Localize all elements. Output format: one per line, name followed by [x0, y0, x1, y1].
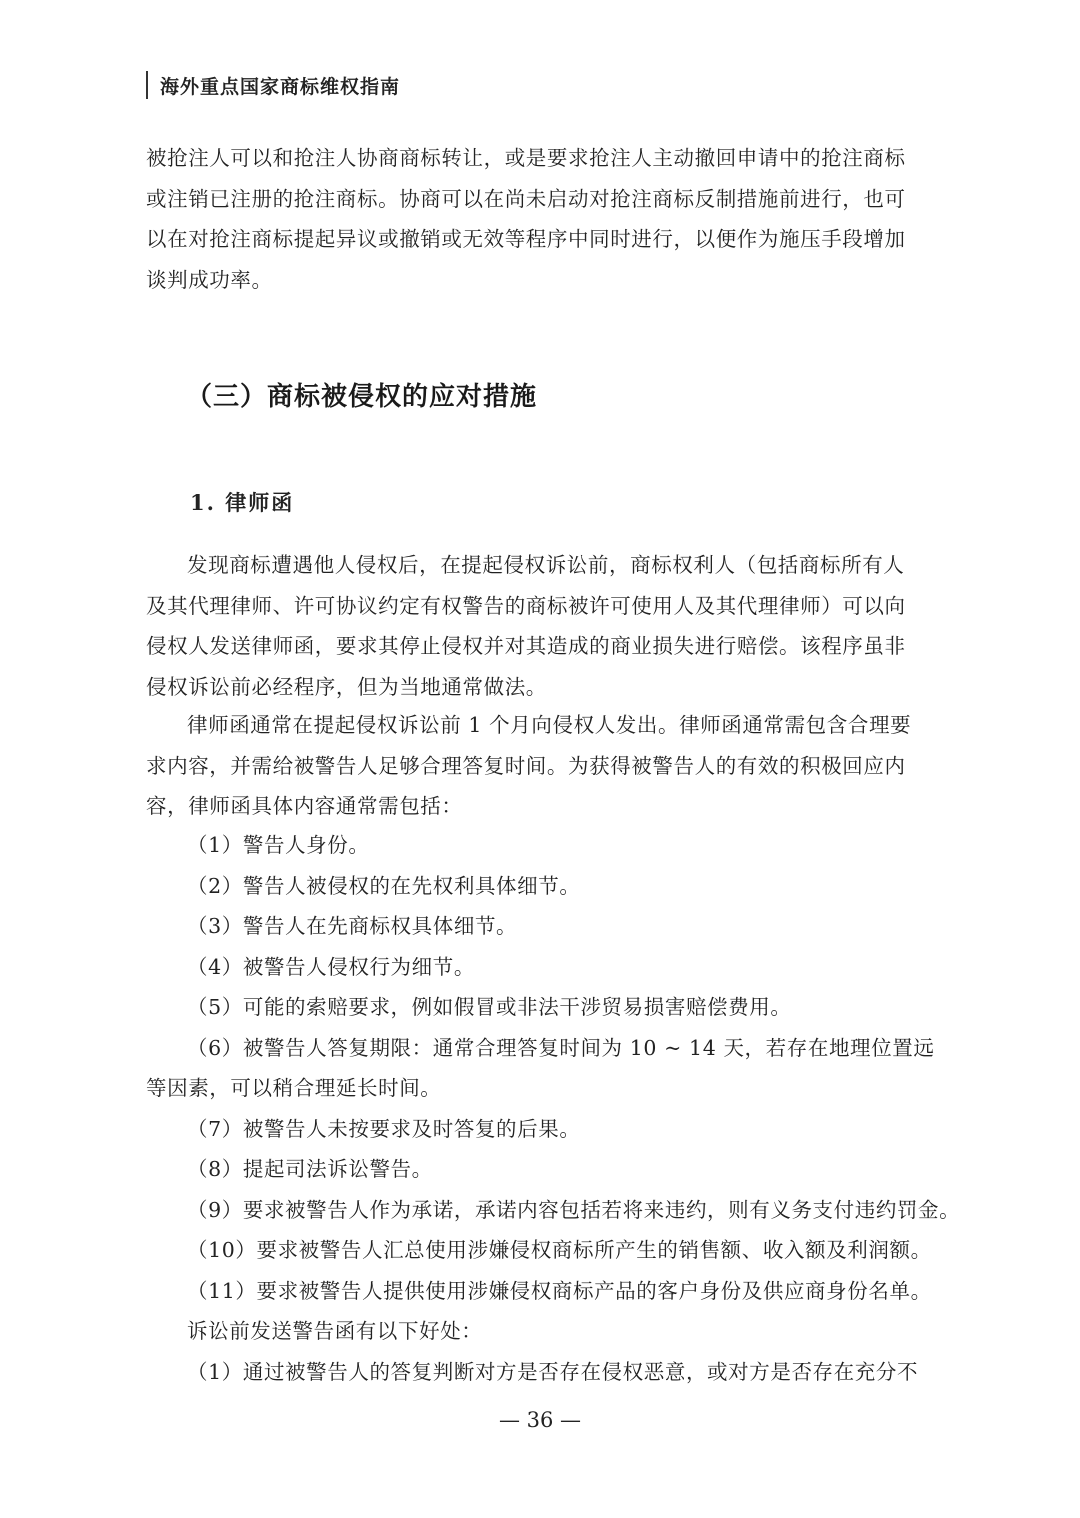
list-item: （6）被警告人答复期限：通常合理答复时间为 10 ~ 14 天，若存在地理位置远 [187, 1035, 935, 1060]
list-item: （10）要求被警告人汇总使用涉嫌侵权商标所产生的销售额、收入额及利润额。 [187, 1238, 932, 1262]
text-line: 容，律师函具体内容通常需包括： [146, 794, 463, 818]
text-line: 侵权诉讼前必经程序，但为当地通常做法。 [146, 674, 547, 699]
text-line: 及其代理律师、许可协议约定有权警告的商标被许可使用人及其代理律师）可以向 [146, 593, 906, 618]
list-items [146, 825, 961, 1392]
list-item: （2）警告人被侵权的在先权利具体细节。 [187, 873, 581, 898]
intro-paragraph [146, 138, 936, 300]
text-line: 谈判成功率。 [146, 267, 273, 292]
text-line: 求内容，并需给被警告人足够合理答复时间。为获得被警告人的有效的积极回应内 [146, 753, 906, 778]
section-heading: （三）商标被侵权的应对措施 [186, 382, 538, 412]
text-line: 或注销已注册的抢注商标。协商可以在尚未启动对抢注商标反制措施前进行，也可 [146, 186, 906, 211]
list-item: （4）被警告人侵权行为细节。 [187, 954, 475, 979]
list-item: （9）要求被警告人作为承诺，承诺内容包括若将来违约，则有义务支付违约罚金。 [187, 1197, 961, 1222]
page-number: — 36 — [498, 1408, 582, 1432]
list-item: （1）通过被警告人的答复判断对方是否存在侵权恶意，或对方是否存在充分不 [187, 1359, 919, 1384]
running-head-title: 海外重点国家商标维权指南 [160, 75, 401, 98]
sub-heading: 1. 律师函 [190, 490, 295, 515]
list-item: （3）警告人在先商标权具体细节。 [187, 914, 518, 938]
list-intro-line: 诉讼前发送警告函有以下好处： [187, 1319, 483, 1343]
text-line: 发现商标遭遇他人侵权后，在提起侵权诉讼前，商标权利人（包括商标所有人 [187, 553, 905, 577]
text-line: 以在对抢注商标提起异议或撤销或无效等程序中同时进行，以便作为施压手段增加 [146, 227, 906, 251]
paragraph-2 [146, 705, 936, 827]
running-head-rule [146, 71, 148, 99]
text-line: 律师函通常在提起侵权诉讼前 1 个月向侵权人发出。律师函通常需包含合理要 [187, 713, 912, 737]
list-item: （11）要求被警告人提供使用涉嫌侵权商标产品的客户身份及供应商身份名单。 [187, 1278, 932, 1303]
text-line: 侵权人发送律师函，要求其停止侵权并对其造成的商业损失进行赔偿。该程序虽非 [146, 634, 906, 658]
list-item: （8）提起司法诉讼警告。 [187, 1157, 433, 1181]
list-item: （7）被警告人未按要求及时答复的后果。 [187, 1116, 581, 1141]
paragraph-1 [146, 545, 936, 707]
list-item-continuation: 等因素，可以稍合理延长时间。 [146, 1076, 442, 1100]
list-item: （5）可能的索赔要求，例如假冒或非法干涉贸易损害赔偿费用。 [187, 995, 792, 1019]
list-item: （1）警告人身份。 [187, 833, 370, 857]
text-line: 被抢注人可以和抢注人协商商标转让，或是要求抢注人主动撤回申请中的抢注商标 [146, 146, 906, 170]
running-head [146, 68, 400, 102]
